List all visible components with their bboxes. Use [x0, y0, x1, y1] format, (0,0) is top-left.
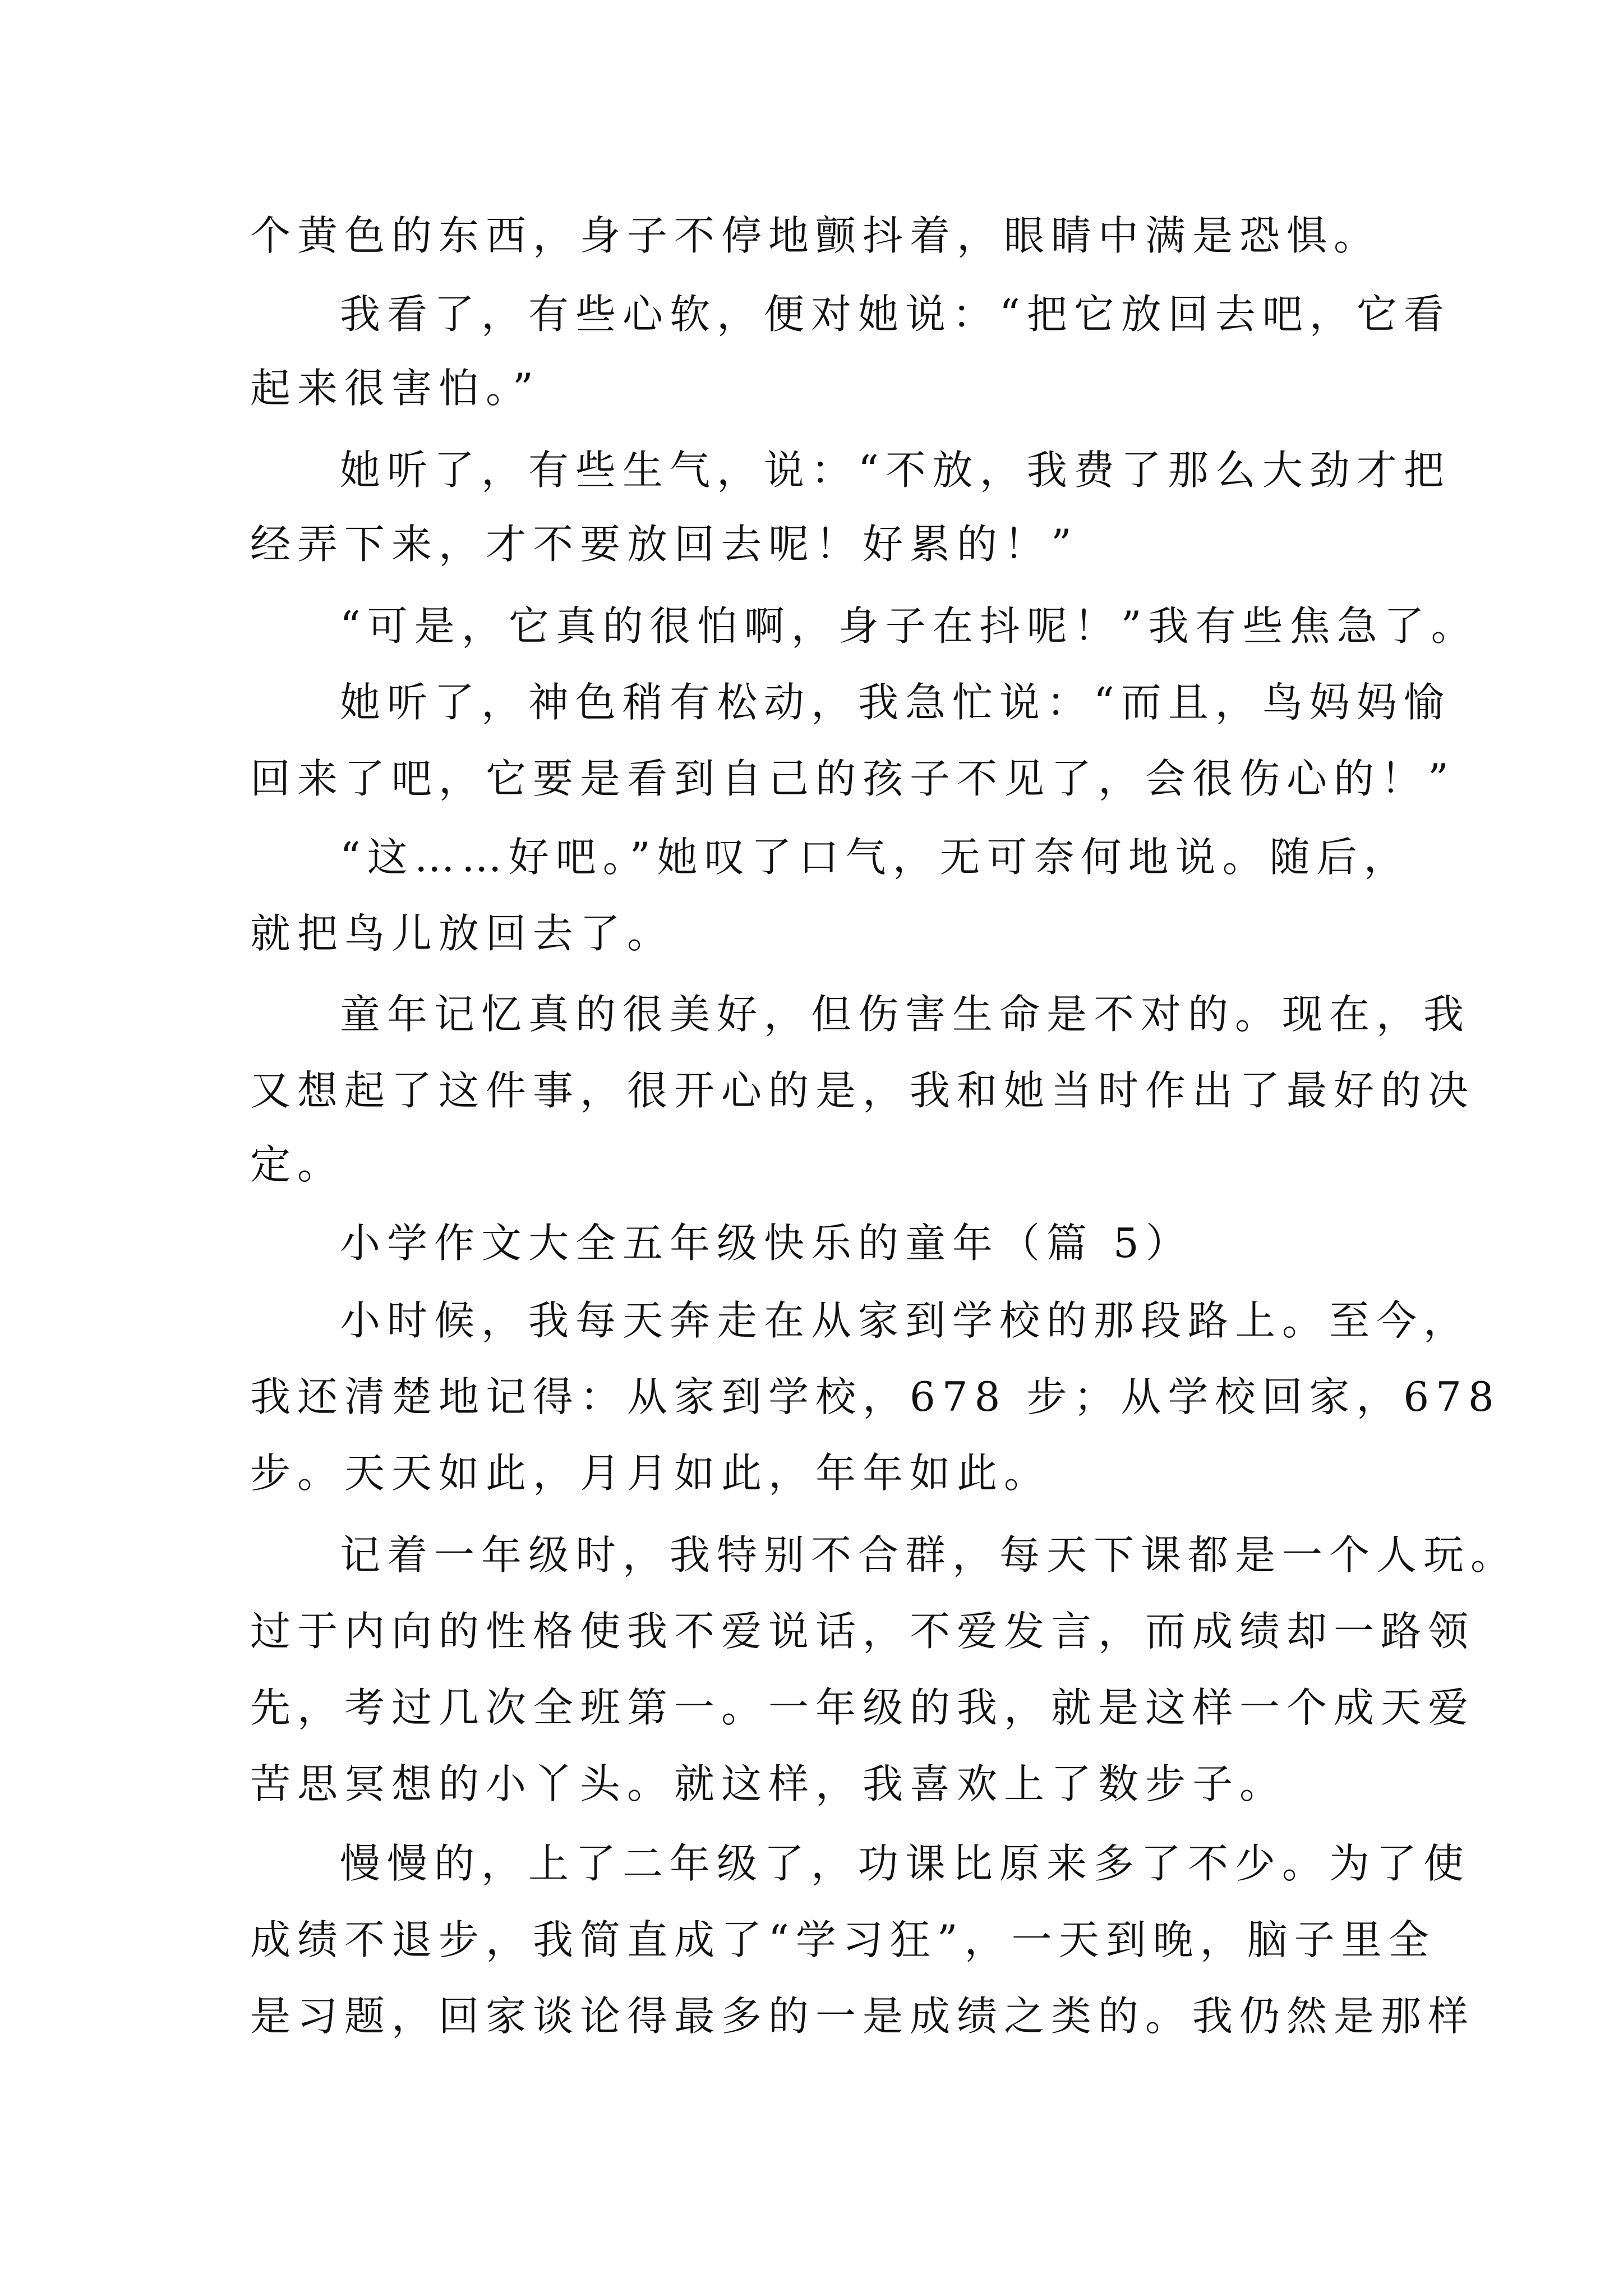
text-line: 回来了吧，它要是看到自己的孩子不见了，会很伤心的！” [250, 755, 1455, 802]
text-line: 就把鸟儿放回去了。 [250, 910, 675, 957]
paragraph-start-line: 童年记忆真的很美好，但伤害生命是不对的。现在，我 [340, 991, 1471, 1038]
text-line: 我还清楚地记得：从家到学校，678 步；从学校回家，678 [250, 1373, 1501, 1420]
paragraph-start-line: “这……好吧。”她叹了口气，无可奈何地说。随后， [340, 834, 1411, 881]
paragraph-start-line: 小时候，我每天奔走在从家到学校的那段路上。至今， [340, 1297, 1471, 1344]
text-line: 又想起了这件事，很开心的是，我和她当时作出了最好的决 [250, 1067, 1476, 1114]
paragraph-start-line: 她听了，神色稍有松动，我急忙说：“而且，鸟妈妈愉 [340, 679, 1451, 726]
paragraph-start-line: 记着一年级时，我特别不合群，每天下课都是一个人玩。 [340, 1531, 1518, 1579]
text-line: 个黄色的东西，身子不停地颤抖着，眼睛中满是恐惧。 [250, 212, 1381, 259]
text-line: 苦思冥想的小丫头。就这样，我喜欢上了数步子。 [250, 1760, 1287, 1807]
text-line: 成绩不退步，我简直成了“学习狂”，一天到晚，脑子里全 [250, 1916, 1436, 1963]
section-heading: 小学作文大全五年级快乐的童年（篇 5） [340, 1220, 1193, 1267]
text-line: 步。天天如此，月月如此，年年如此。 [250, 1450, 1052, 1497]
paragraph-start-line: “可是，它真的很怕啊，身子在抖呢！”我有些焦急了。 [340, 602, 1478, 650]
text-line: 先，考过几次全班第一。一年级的我，就是这样一个成天爱 [250, 1684, 1476, 1731]
paragraph-start-line: 慢慢的，上了二年级了，功课比原来多了不少。为了使 [340, 1840, 1471, 1887]
paragraph-start-line: 她听了，有些生气，说：“不放，我费了那么大劲才把 [340, 447, 1451, 494]
text-line: 经弄下来，才不要放回去呢！好累的！” [250, 521, 1078, 568]
paragraph-start-line: 我看了，有些心软，便对她说：“把它放回去吧，它看 [340, 291, 1451, 338]
text-line: 是习题，回家谈论得最多的一是成绩之类的。我仍然是那样 [250, 1993, 1476, 2040]
text-line: 起来很害怕。” [250, 365, 540, 412]
text-line: 定。 [250, 1141, 345, 1188]
text-line: 过于内向的性格使我不爱说话，不爱发言，而成绩却一路领 [250, 1608, 1476, 1655]
